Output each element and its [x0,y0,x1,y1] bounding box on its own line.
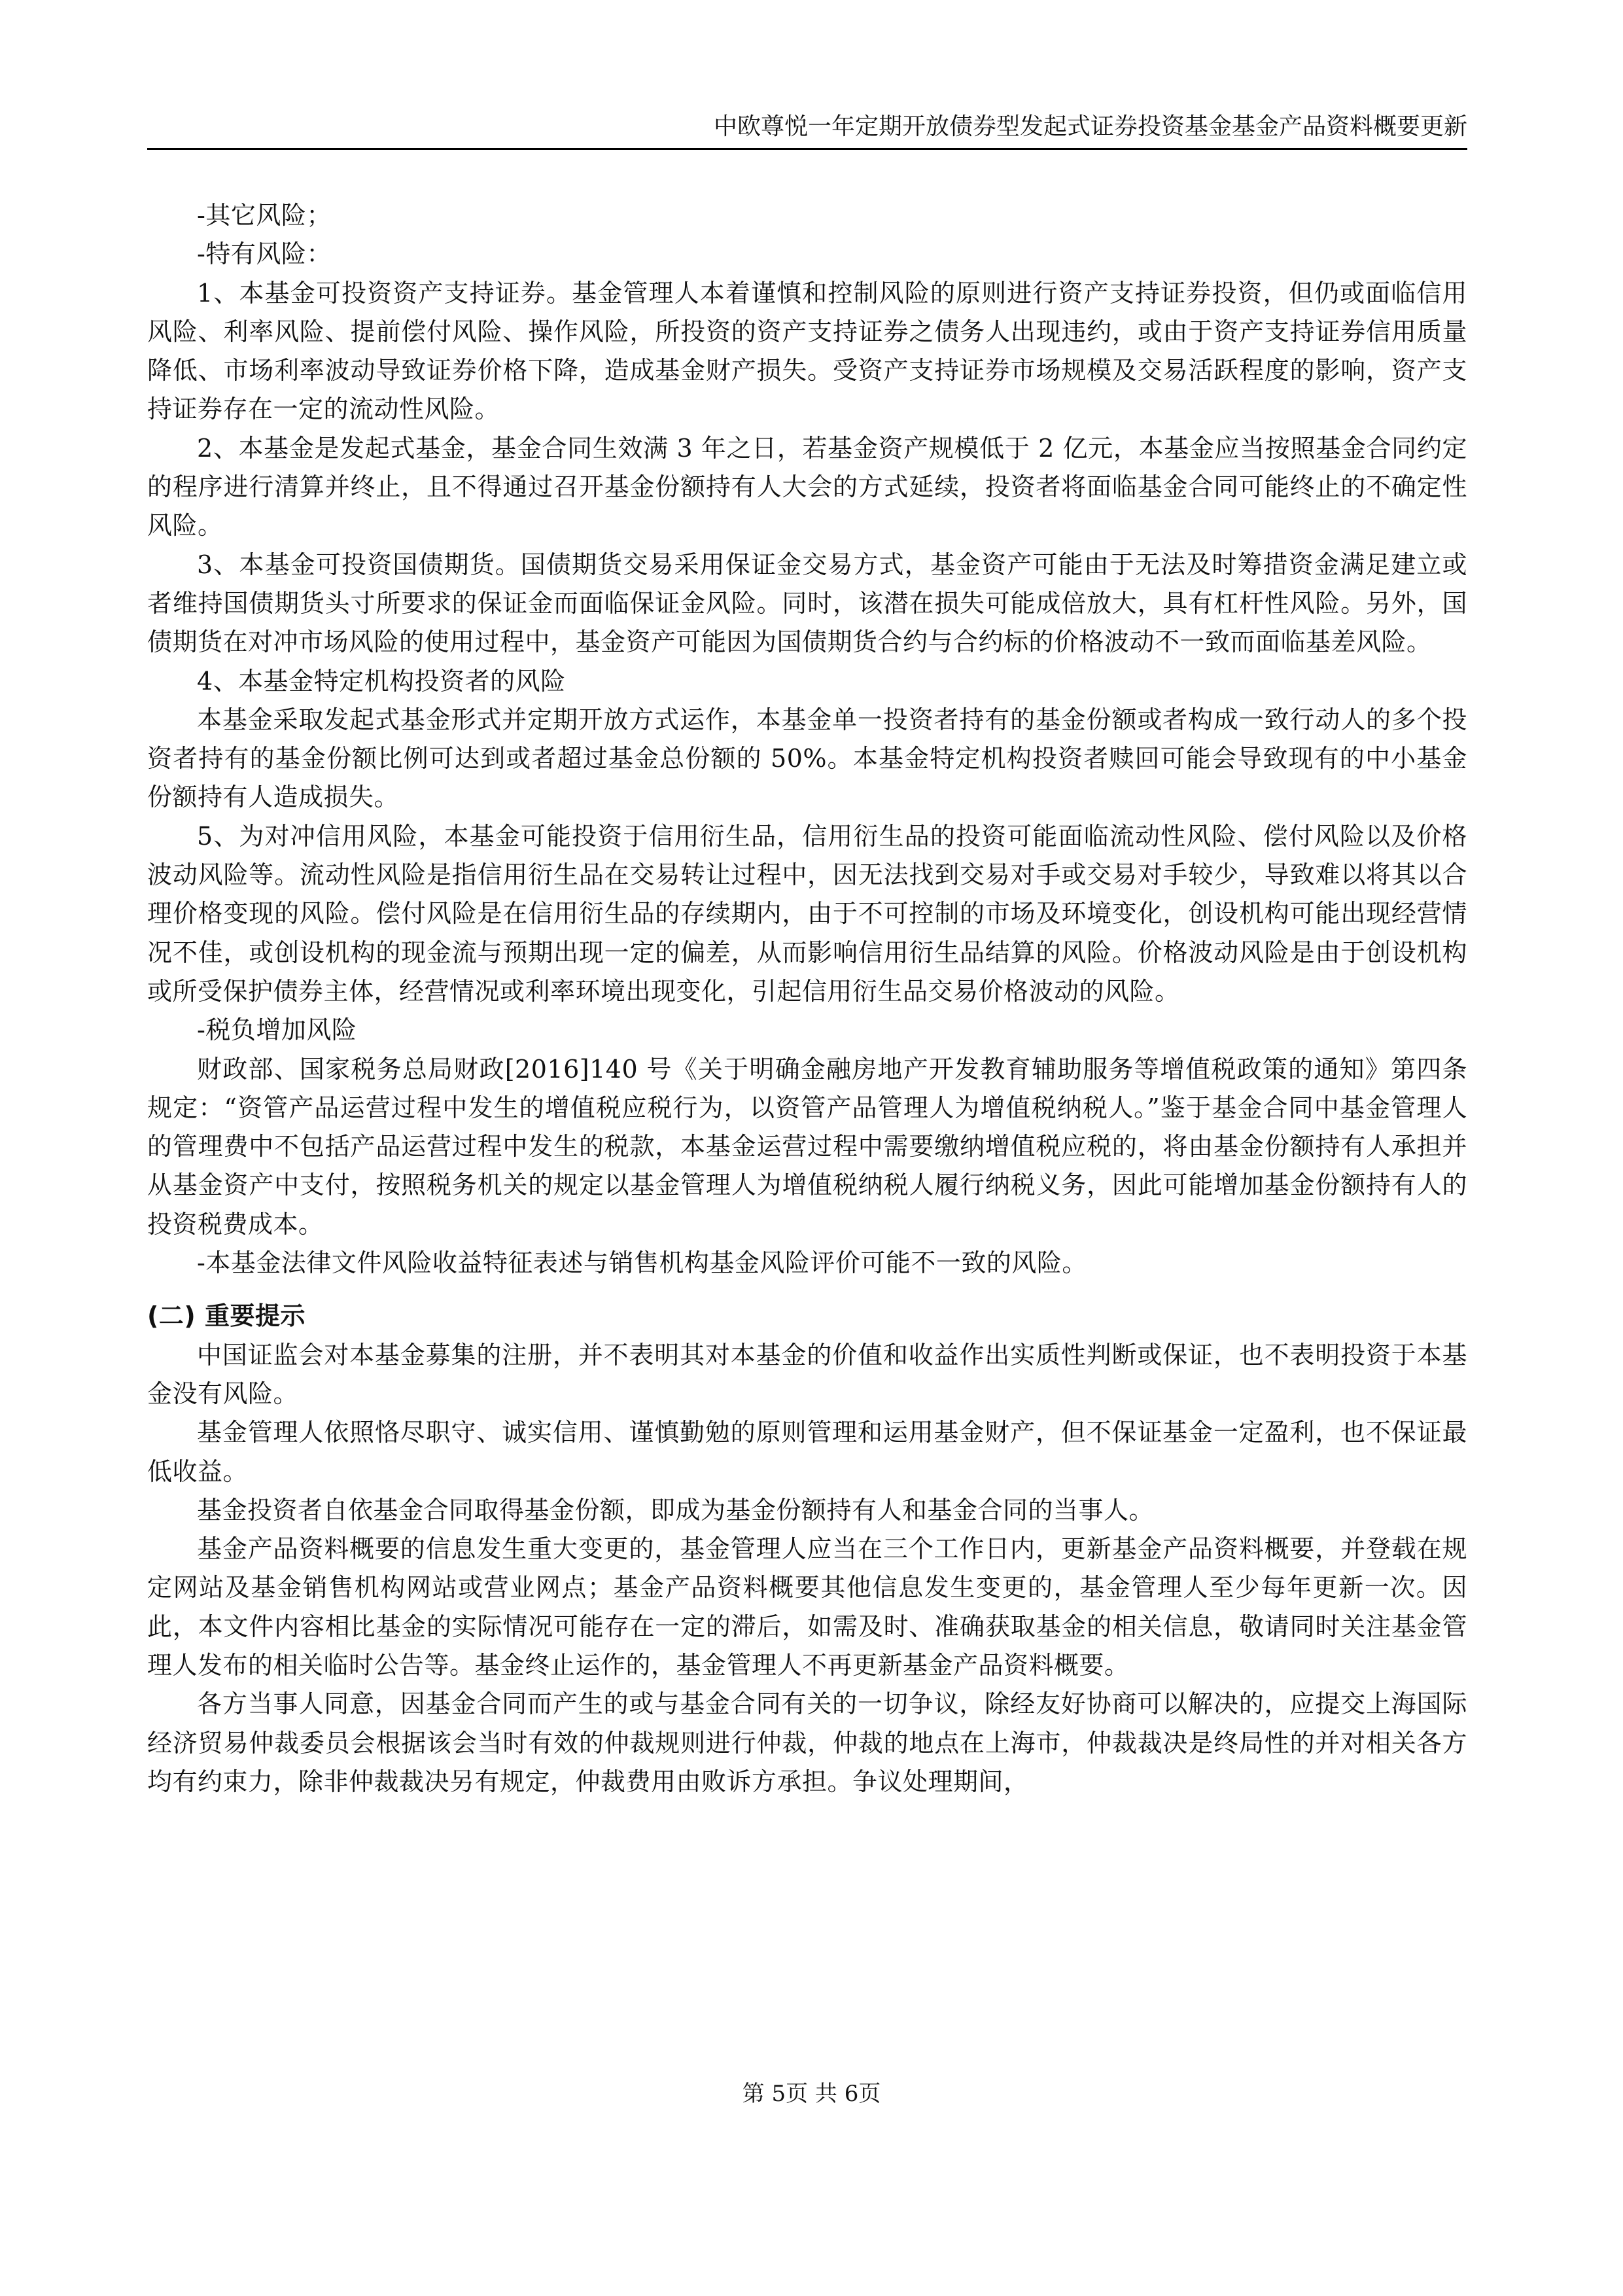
paragraph-manager-duty: 基金管理人依照恪尽职守、诚实信用、谨慎勤勉的原则管理和运用基金财产，但不保证基金一定盈利，也不保证最低收益。 [147,1418,1467,1486]
paragraph-investor-party: 基金投资者自依基金合同取得基金份额，即成为基金份额持有人和基金合同的当事人。 [197,1495,1155,1525]
paragraph-specific-risk: -特有风险： [197,239,332,269]
paragraph-credit-derivative-risk: 5、为对冲信用风险，本基金可能投资于信用衍生品，信用衍生品的投资可能面临流动性风险、偿付风险以及价格波动风险等。流动性风险是指信用衍生品在交易转让过程中，因无法找到交易对手或交易对手较少，导致难以将其以合理价格变现的风险。偿付风险是在信用衍生品的存续期内，由于不可控制的市场及环境变化，创设机构可能出现经营情况不佳，或创设机构的现金流与预期出现一定的偏差，从而影响信用衍生品结算的风险。价格波动风险是由于创设机构或所受保护债券主体，经营情况或利率环境出现变化，引起信用衍生品交易价格波动的风险。 [147,821,1467,1006]
document-body [147,196,1467,1801]
paragraph-institutional-investor-heading: 4、本基金特定机构投资者的风险 [197,666,566,696]
paragraph-legal-document-risk: -本基金法律文件风险收益特征表述与销售机构基金风险评价可能不一致的风险。 [197,1248,1087,1278]
section-heading-important-notice: (二) 重要提示 [147,1301,305,1331]
paragraph-arbitration: 各方当事人同意，因基金合同而产生的或与基金合同有关的一切争议，除经友好协商可以解决的，应提交上海国际经济贸易仲裁委员会根据该会当时有效的仲裁规则进行仲裁，仲裁的地点在上海市，仲裁裁决是终局性的并对相关各方均有约束力，除非仲裁裁决另有规定，仲裁费用由败诉方承担。争议处理期间， [147,1689,1467,1796]
paragraph-update-policy: 基金产品资料概要的信息发生重大变更的，基金管理人应当在三个工作日内，更新基金产品资料概要，并登载在规定网站及基金销售机构网站或营业网点；基金产品资料概要其他信息发生变更的，基金管理人至少每年更新一次。因此，本文件内容相比基金的实际情况可能存在一定的滞后，如需及时、准确获取基金的相关信息，敬请同时关注基金管理人发布的相关临时公告等。基金终止运作的，基金管理人不再更新基金产品资料概要。 [147,1534,1467,1680]
paragraph-abs-risk: 1、本基金可投资资产支持证券。基金管理人本着谨慎和控制风险的原则进行资产支持证券投资，但仍或面临信用风险、利率风险、提前偿付风险、操作风险，所投资的资产支持证券之债务人出现违约，或由于资产支持证券信用质量降低、市场利率波动导致证券价格下降，造成基金财产损失。受资产支持证券市场规模及交易活跃程度的影响，资产支持证券存在一定的流动性风险。 [147,278,1467,424]
page-number: 第 5页 共 6页 [742,2081,881,2107]
paragraph-tax-risk-heading: -税负增加风险 [197,1016,357,1045]
header-title: 中欧尊悦一年定期开放债券型发起式证券投资基金基金产品资料概要更新 [713,113,1467,140]
paragraph-tax-risk: 财政部、国家税务总局财政[2016]140 号《关于明确金融房地产开发教育辅助服务等增值税政策的通知》第四条规定：“资管产品运营过程中发生的增值税应税行为，以资管产品管理人为增值税纳税人。”鉴于基金合同中基金管理人的管理费中不包括产品运营过程中发生的税款，本基金运营过程中需要缴纳增值税应税的，将由基金份额持有人承担并从基金资产中支付，按照税务机关的规定以基金管理人为增值税纳税人履行纳税义务，因此可能增加基金份额持有人的投资税费成本。 [147,1054,1467,1239]
paragraph-csrc-registration: 中国证监会对本基金募集的注册，并不表明其对本基金的价值和收益作出实质性判断或保证，也不表明投资于本基金没有风险。 [147,1340,1467,1408]
paragraph-institutional-investor-risk: 本基金采取发起式基金形式并定期开放方式运作，本基金单一投资者持有的基金份额或者构成一致行动人的多个投资者持有的基金份额比例可达到或者超过基金总份额的 50%。本基金特定机构投资者赎回可能会导致现有的中小基金份额持有人造成损失。 [147,705,1467,812]
header-rule [147,148,1467,150]
paragraph-other-risk: -其它风险； [197,201,332,230]
paragraph-treasury-futures-risk: 3、本基金可投资国债期货。国债期货交易采用保证金交易方式，基金资产可能由于无法及时筹措资金满足建立或者维持国债期货头寸所要求的保证金而面临保证金风险。同时，该潜在损失可能成倍放大，具有杠杆性风险。另外，国债期货在对冲市场风险的使用过程中，基金资产可能因为国债期货合约与合约标的价格波动不一致而面临基差风险。 [147,550,1467,657]
paragraph-initiated-fund-risk: 2、本基金是发起式基金，基金合同生效满 3 年之日，若基金资产规模低于 2 亿元，本基金应当按照基金合同约定的程序进行清算并终止，且不得通过召开基金份额持有人大会的方式延续，投资者将面临基金合同可能终止的不确定性风险。 [147,433,1467,540]
